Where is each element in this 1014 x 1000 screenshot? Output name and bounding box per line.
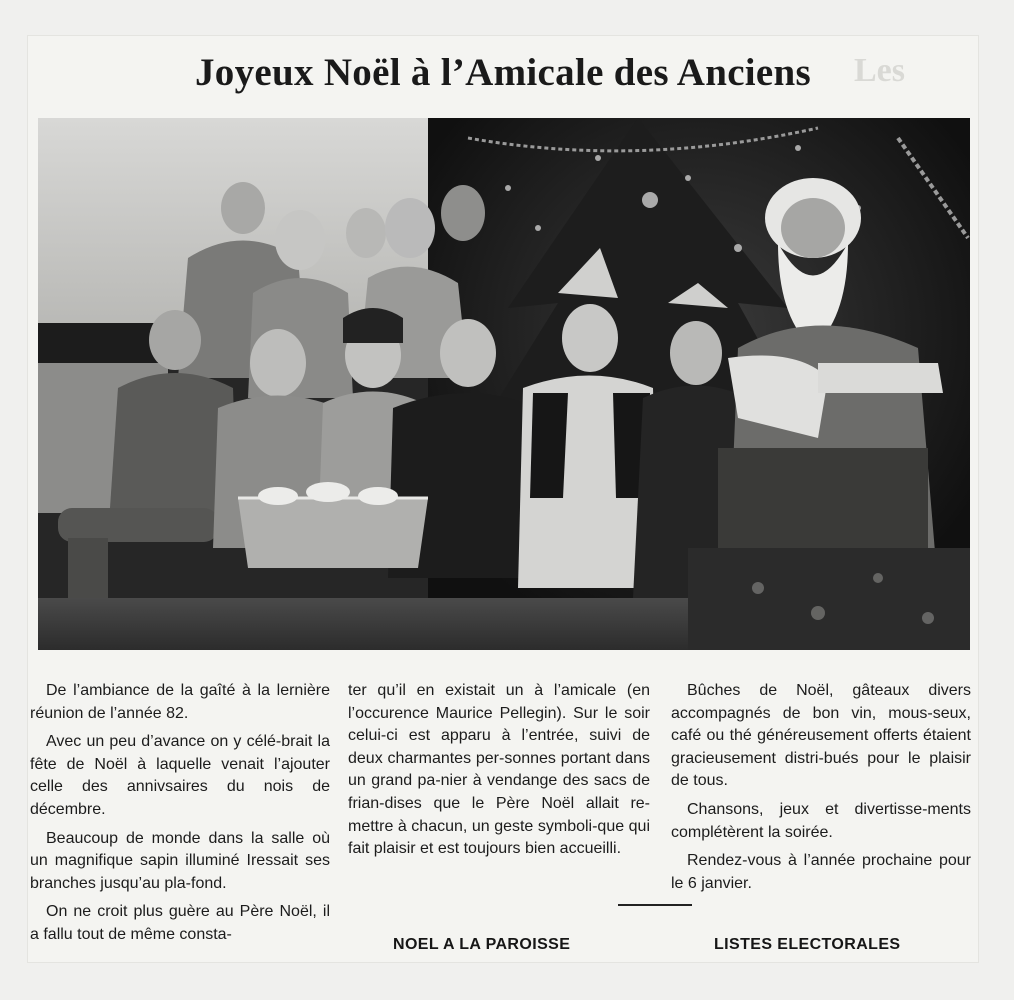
column-divider-rule — [618, 904, 692, 906]
newspaper-clipping — [28, 36, 978, 962]
subhead-listes: LISTES ELECTORALES — [714, 936, 901, 953]
paragraph: Bûches de Noël, gâteaux divers accompagnés de bon vin, mous-seux, café ou thé généreusement offerts étaient gracieusement distri-bués pour le plaisir de tous. — [671, 682, 971, 790]
paragraph: ter qu’il en existait un à l’amicale (en l’occurence Maurice Pellegin). Sur le soir celui-ci est apparu à l’entrée, suivi de deux charmantes per-sonnes portant dans un grand pa-nier à vendange des sacs de frian-dises que le Père Noël allait re-mettre à chacun, un geste symboli-que qui fait plaisir et est toujours bien accueilli. — [348, 682, 650, 858]
paragraph: Beaucoup de monde dans la salle où un magnifique sapin illuminé Iressait ses branches jusqu’au pla-fond. — [30, 829, 330, 892]
paragraph: Chansons, jeux et divertisse-ments complétèrent la soirée. — [671, 800, 971, 841]
paragraph: Avec un peu d’avance on y célé-brait la fête de Noël à laquelle venait l’ajouter celle des annivsaires du nois de décembre. — [30, 733, 330, 818]
paragraph: De l’ambiance de la gaîté à la lernière réunion de l’année 82. — [30, 682, 330, 722]
article-photo — [38, 118, 970, 650]
paragraph: On ne croit plus guère au Père Noël, il a fallu tout de même consta- — [30, 903, 330, 943]
adjacent-headline-bleed: Les — [854, 52, 905, 89]
article-column-3 — [671, 680, 971, 901]
article-headline: Joyeux Noël à l’Amicale des Anciens — [194, 51, 812, 94]
paragraph: Rendez-vous à l’année prochaine pour le 6 janvier. — [671, 852, 971, 892]
christmas-party-photo — [38, 118, 970, 650]
article-column-2 — [348, 680, 650, 867]
subhead-paroisse: NOEL A LA PAROISSE — [393, 936, 571, 953]
article-column-1 — [30, 680, 330, 953]
